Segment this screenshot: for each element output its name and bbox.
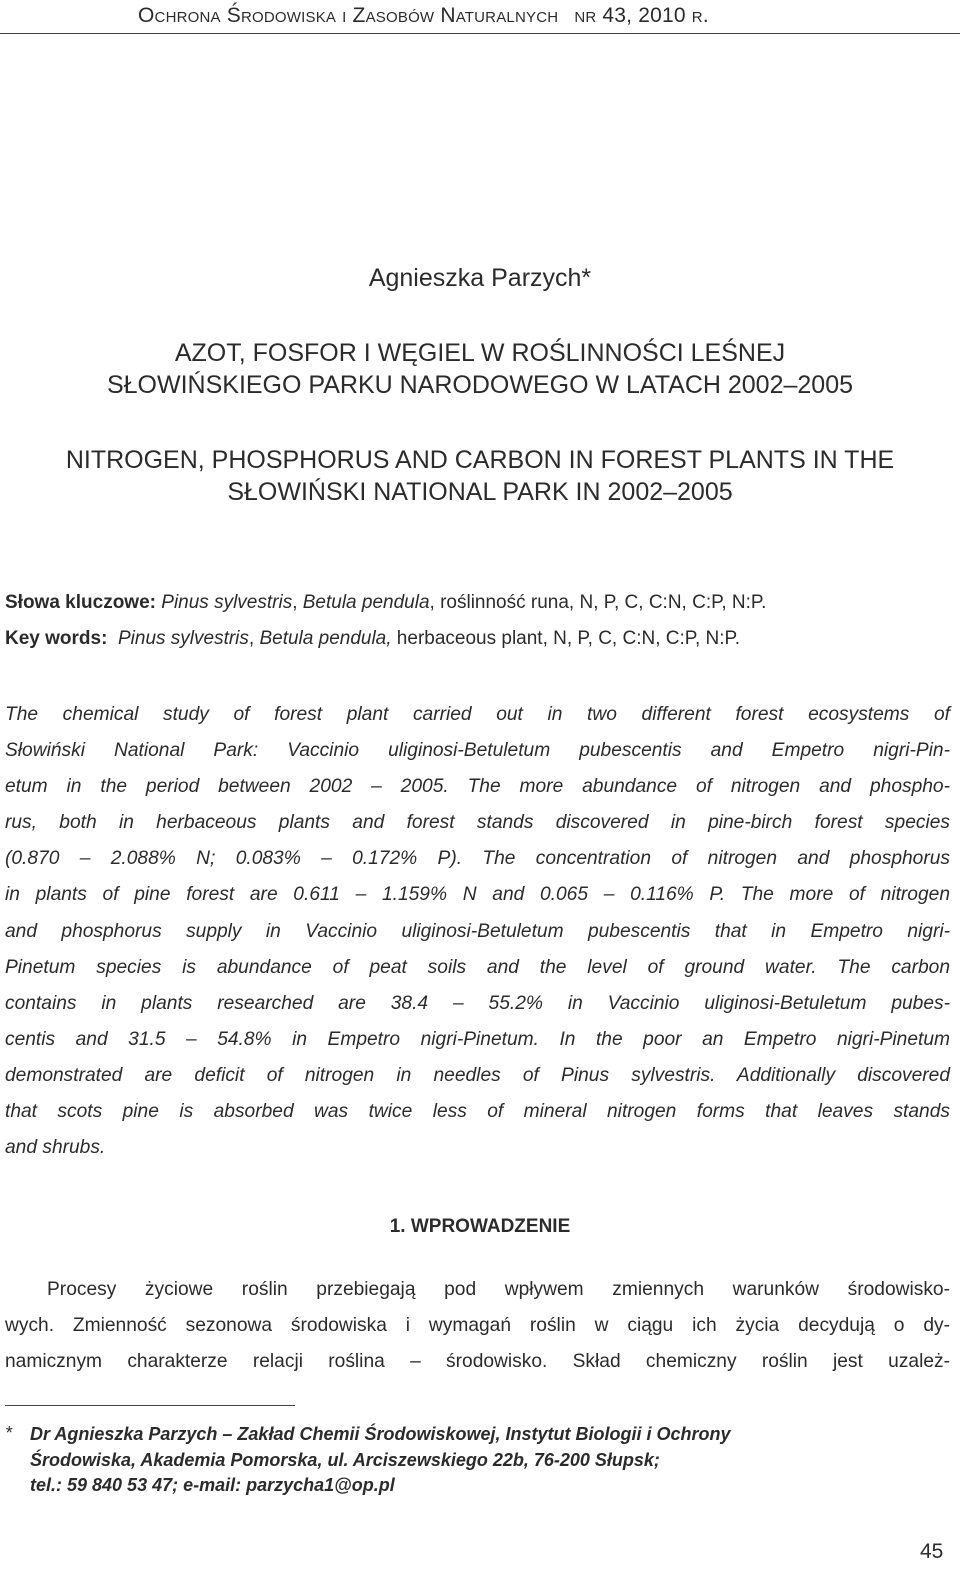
title-polish-line: SŁOWIŃSKIEGO PARKU NARODOWEGO W LATACH 2002–2005	[106, 371, 854, 399]
footnote-line: Środowiska, Akademia Pomorska, ul. Arciszewskiego 22b, 76-200 Słupsk;	[30, 1449, 660, 1470]
keywords-polish-label: Słowa kluczowe:	[5, 592, 156, 613]
title-english-line: NITROGEN, PHOSPHORUS AND CARBON IN FOREST PLANTS IN THE	[65, 446, 895, 474]
title-english-line: SŁOWIŃSKI NATIONAL PARK IN 2002–2005	[227, 478, 733, 506]
footnote-line: Dr Agnieszka Parzych – Zakład Chemii Środowiskowej, Instytut Biologii i Ochrony	[30, 1424, 731, 1444]
intro-line: wych. Zmienność sezonowa środowiska i wymagań roślin w ciągu ich życia decydują o dy-	[5, 1315, 950, 1336]
abstract-line: rus, both in herbaceous plants and forest stands discovered in pine-birch forest species	[5, 812, 950, 834]
keyword-species: Betula pendula	[302, 592, 430, 613]
keyword-species: Betula pendula,	[259, 628, 392, 649]
abstract-line: contains in plants researched are 38.4 – 55.2% in Vaccinio uliginosi-Betuletum pubes-	[5, 992, 950, 1014]
keyword-separator: ,	[292, 592, 303, 613]
abstract-line: The chemical study of forest plant carried out in two different forest ecosystems of	[5, 704, 950, 725]
abstract-line: and shrubs.	[5, 1137, 106, 1159]
footnote-marker: *	[5, 1423, 13, 1443]
keywords-polish-rest: , roślinność runa, N, P, C, C:N, C:P, N:P.	[429, 592, 767, 613]
keywords-english-label: Key words:	[5, 628, 108, 649]
abstract-line: centis and 31.5 – 54.8% in Empetro nigri-Pinetum. In the poor an Empetro nigri-Pinetum	[5, 1028, 950, 1050]
author-name: Agnieszka Parzych*	[368, 264, 592, 292]
intro-line: Procesy życiowe roślin przebiegają pod wpływem zmiennych warunków środowisko-	[47, 1279, 950, 1300]
abstract-line: etum in the period between 2002 – 2005. The more abundance of nitrogen and phospho-	[5, 776, 950, 798]
abstract-line: (0.870 – 2.088% N; 0.083% – 0.172% P). The concentration of nitrogen and phosphorus	[5, 848, 950, 870]
keyword-separator: ,	[248, 628, 260, 649]
abstract-line: demonstrated are deficit of nitrogen in needles of Pinus sylvestris. Additionally discovered	[5, 1064, 950, 1086]
keyword-species: Pinus sylvestris	[161, 592, 293, 613]
title-polish	[0, 337, 960, 401]
journal-name: Ochrona Środowiska i Zasobów Naturalnych	[138, 4, 559, 27]
page-number: 45	[920, 1540, 944, 1563]
footnote-line: tel.: 59 840 53 47; e-mail: parzycha1@op.pl	[30, 1475, 395, 1495]
abstract	[5, 697, 950, 1166]
intro-line: namicznym charakterze relacji roślina – środowisko. Skład chemiczny roślin jest uzależ-	[5, 1351, 950, 1372]
abstract-line: Słowiński National Park: Vaccinio uliginosi-Betuletum pubescentis and Empetro nigri-Pin-	[5, 740, 950, 762]
footnote-rule	[5, 1405, 295, 1406]
section-heading: 1. WPROWADZENIE	[389, 1216, 571, 1237]
keyword-species: Pinus sylvestris	[117, 628, 249, 649]
footnote	[30, 1422, 930, 1499]
intro-paragraph	[5, 1272, 950, 1380]
keywords-english	[5, 628, 955, 650]
keywords-polish	[5, 592, 955, 614]
running-header	[138, 4, 838, 28]
abstract-line: that scots pine is absorbed was twice less of mineral nitrogen forms that leaves stands	[5, 1101, 950, 1123]
journal-issue: nr 43, 2010 r.	[574, 4, 709, 27]
abstract-line: Pinetum species is abundance of peat soils and the level of ground water. The carbon	[5, 956, 950, 978]
abstract-line: and phosphorus supply in Vaccinio uliginosi-Betuletum pubescentis that in Empetro nigri-	[5, 920, 950, 942]
header-rule	[0, 33, 960, 34]
title-english	[0, 444, 960, 508]
abstract-line: in plants of pine forest are 0.611 – 1.159% N and 0.065 – 0.116% P. The more of nitrogen	[5, 884, 950, 906]
keywords-english-rest: herbaceous plant, N, P, C, C:N, C:P, N:P.	[391, 628, 741, 649]
title-polish-line: AZOT, FOSFOR I WĘGIEL W ROŚLINNOŚCI LEŚNEJ	[174, 339, 786, 367]
